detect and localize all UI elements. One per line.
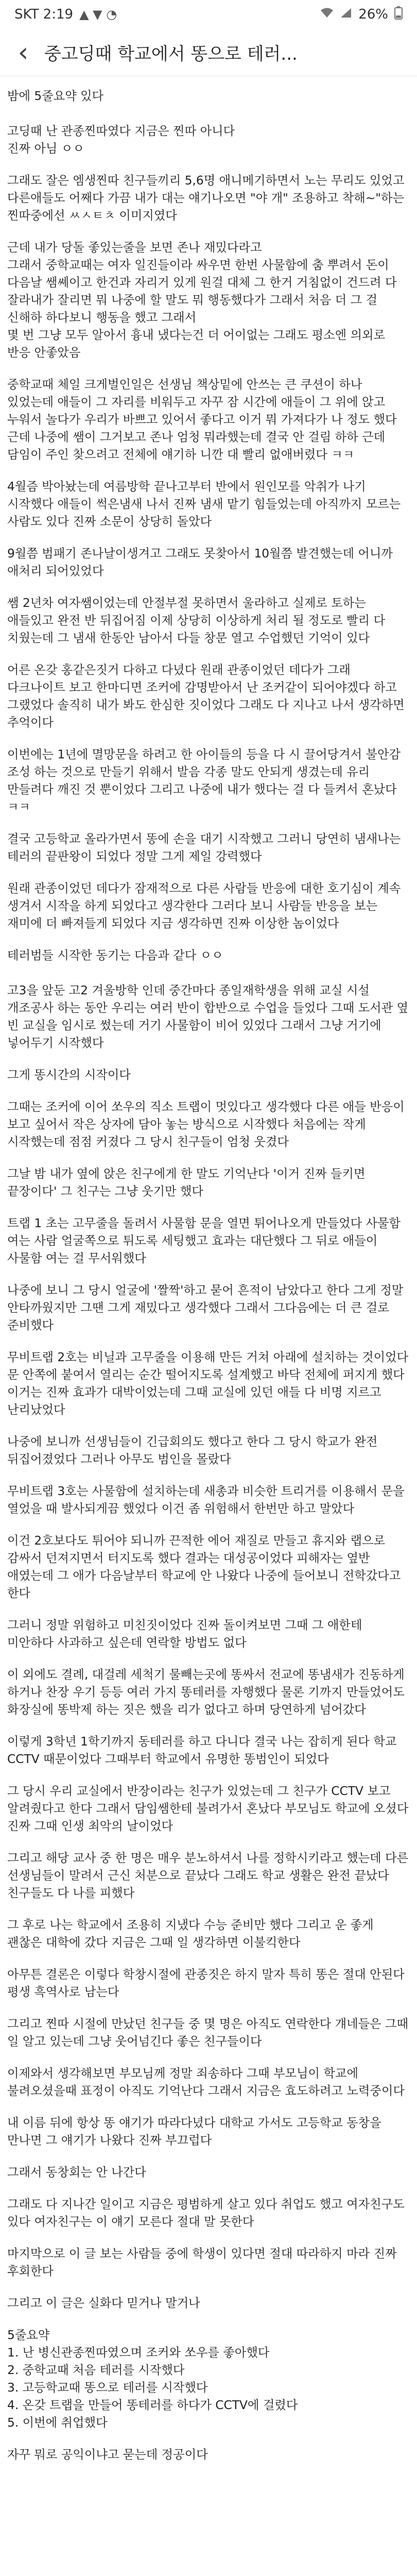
back-arrow-icon: ‹ [18,37,29,68]
battery-icon [394,6,403,23]
post-paragraph [7,2015,410,2050]
post-line: 그날 밤 내가 옆에 앉은 친구에게 한 말도 기억난다 '이거 진짜 들키면 끝장이다' 그 친구는 그냥 웃기만 했다 [7,1167,366,1198]
post-paragraph [7,1783,410,1835]
notification-icons: ▲ ▼ ◔ [79,7,117,22]
post-line: 3. 고등학교때 똥으로 테러를 시작했다 [7,2381,208,2395]
post-paragraph [7,947,410,1052]
post-line: 쌤 2년차 여자쌤이었는데 안절부절 못하면서 울라하고 실제로 토하는 애들있고 완전 반 뒤집어짐 이제 상당히 이상하게 처리 될 정도로 빨리 다 치웠는데 그 냄새 한동안 남아서 다들 창문 열고 수업했던 기억이 있다 [7,596,386,645]
post-paragraph [7,172,410,225]
post-paragraph [7,2164,410,2181]
battery-percentage: 26% [358,7,388,22]
post-line: 9월쯤 범패기 존나날이생겨고 그래도 못찾아서 10월쯤 발견했는데 어니까 애처리 되어있었다 [7,547,393,578]
post-line: 무비트랩 2호는 비닐과 고무줄을 이용해 만든 거쳐 아래에 설치하는 것이었다 문 안쪽에 붙여서 열리는 순간 떨어지도록 설계했고 바닥 전체에 퍼지게 했다 이거는 진짜 효과가 대박이었는데 그때 교실에 있던 애들 다 비명 지르고 난리났었다 [7,1350,409,1417]
post-line: 그래서 동창회는 안 나간다 [7,2165,146,2179]
post-paragraph [7,1066,410,1084]
back-button[interactable] [6,36,40,70]
post-line: 고딩때 난 관종찐따였다 지금은 찐따 아니다 [7,124,235,138]
post-line: 고3을 앞둔 고2 겨울방학 인데 중간마다 종일재학생을 위해 교실 시설 개조공사 하는 동안 우리는 여러 반이 합반으로 수업을 들었다 그때 도서관 옆 빈 교실을 임시로 썼는데 거기 사물함이 비어 있었다 그래서 그냥 거기에 넣어두기 시작했다 [7,984,409,1050]
post-line: 이 외에도 결례, 대걸레 세척기 물빼는곳에 똥싸서 전교에 똥냄새가 진동하게 하거나 찬장 우기 등등 여러 가지 똥테러를 자행했다 물론 기까지 만들었어도 화장실에 똥박제 하는 짓은 했을 리가 없다고 하며 당연하게 넘어갔다 [7,1668,405,1717]
page-title: 중고딩때 학교에서 똥으로 테러... [44,44,298,64]
post-line: 그게 똥시간의 시작이다 [7,1068,131,1082]
post-paragraph [7,2196,410,2231]
post-paragraph [7,478,410,531]
post-line: 5줄요약 [7,2328,50,2342]
post-line: 몇 번 그냥 모두 알아서 흉내 냈다는건 더 어이없는 그래도 평소엔 의외로 반응 안좋았음 [7,328,386,360]
post-paragraph [7,545,410,580]
post-paragraph [7,2245,410,2280]
post-paragraph [7,1098,410,1151]
post-paragraph [7,595,410,647]
post-line: 트랩 1 초는 고무줄을 돌려서 사물함 문을 열면 튀어나오게 만들었다 사물함 여는 사람 얼굴쪽으로 튀도록 세팅했고 효과는 대단했다 그 뒤로 애들이 사물함 여는 걸 무서워했다 [7,1216,401,1265]
post-line: 중학교때 체일 크게벌인일은 선생님 책상밑에 안쓰는 큰 쿠션이 하나 있었는데 애들이 그 자리를 비워두고 자꾸 잠 시간에 애들이 그 위에 앉고 누워서 놀다가 우리가 바쁘고 있어서 좋다고 이거 뭐 가져다가 나 정도 했다 근데 나중에 쌤이 그거보고 존나 엄청 뭐라했는데 결국 안 걸림 하하 근데 담임이 주인 찾으려고 전체에 얘기하 니깐 대 빨리 없애버렸다 ㅋㅋ [7,378,397,462]
post-line: 그리고 찐따 시절에 만났던 친구들 중 몇 명은 아직도 연락한다 걔네들은 그때 일 알고 있는데 그냥 웃어넘긴다 좋은 친구들이다 [7,2017,409,2048]
post-paragraph [7,1917,410,1952]
post-line: 결국 고등학교 올라가면서 똥에 손을 대기 시작했고 그러니 당연히 냄새나는 테러의 끝판왕이 되었다 정말 그게 제일 강력했다 [7,832,401,863]
post-line: 근데 내가 당돌 좋있는줄을 보면 존나 재밌다라고 [7,241,262,255]
status-bar [0,0,417,29]
post-line: 이제와서 생각해보면 부모님께 정말 죄송하다 그때 부모님이 학교에 불려오셨을때 표정이 아직도 기억난다 그래서 지금은 효도하려고 노력중이다 [7,2066,405,2098]
app-header [0,29,417,76]
post-paragraph [7,1483,410,1518]
status-left [14,7,117,22]
post-line: 그 후로 나는 학교에서 조용히 지냈다 수능 준비만 했다 그리고 운 좋게 괜찮은 대학에 갔다 지금은 그때 일 생각하면 이불킥한다 [7,1918,374,1950]
status-right [320,6,403,23]
post-line: 그러니 정말 위험하고 미친짓이었다 진짜 돌이켜보면 그때 그 애한테 미안하다 사과하고 싶은데 연락할 방법도 없다 [7,1618,362,1650]
post-paragraph [7,831,410,866]
post-line: 4월즘 박아놨는데 여름방학 끝나고부터 반에서 원인모를 악취가 나기 시작했다 애들이 썩은냄새 나서 진짜 냄새 맡기 힘들었는데 아직까지 모르는 사람도 있다 진짜 소문이 상당히 돌았다 [7,480,401,529]
post-paragraph [7,88,410,158]
post-line: 원래 관종이었던 데다가 잠재적으로 다른 사람들 반응에 대한 호기심이 계속 생겨서 시작을 하게 되었다고 생각한다 그러다 보니 사람들 반응을 보는 재미에 더 빠져들게 되었다 지금 생각하면 진짜 이상한 놈이었다 [7,882,401,930]
post-line: 그 당시 우리 교실에서 반장이라는 친구가 있었는데 그 친구가 CCTV 보고 알려줬다고 한다 그래서 담임쌤한테 불려가서 혼났다 부모님도 학교에 오셨다 진짜 그때 인생 최악의 날이었다 [7,1784,409,1833]
post-paragraph [7,880,410,933]
post-paragraph [7,1850,410,1902]
post-line: 이번에는 1년에 멸망문을 하려고 한 아이들의 등을 다 시 끌어당겨서 불안감 조성 하는 것으로 만들기 위해서 발음 각종 말도 안되게 생겼는데 유리 만들려다 깨진 것 뿐이었다 그리고 나중에 내가 했다는 걸 다 들켜서 혼났다 ㅋㅋ [7,748,401,814]
post-line: 이렇게 3학년 1학기까지 동테러를 하고 다니다 결국 나는 잡히게 된다 학교 CCTV 때문이었다 그때부터 학교에서 유명한 똥범인이 되었다 [7,1735,397,1766]
post-paragraph [7,1733,410,1768]
post-line: 내 이름 뒤에 항상 똥 얘기가 따라다녔다 대학교 가서도 고등학교 동창을 만나면 그 얘기가 나왔다 진짜 부끄럽다 [7,2116,381,2147]
post-line: 그래도 다 지나간 일이고 지금은 평범하게 살고 있다 취업도 했고 여자친구도 있다 여자친구는 이 얘기 모른다 절대 말 못한다 [7,2197,405,2229]
post-line: 테러범들 시작한 동기는 다음과 같다 ㅇㅇ [7,948,223,962]
post-line: 그리고 이 글은 실화다 믿거나 말거나 [7,2296,200,2310]
post-paragraph [7,376,410,464]
post-paragraph [7,2065,410,2100]
post-line: 무비트랩 3호는 사물함에 설치하는데 새총과 비슷한 트리거를 이용해서 문을 열었을 때 발사되게끔 했었다 이건 좀 위험해서 한번만 하고 말았다 [7,1484,405,1516]
post-line: 나중에 보니까 선생님들이 긴급회의도 했다고 한다 그 당시 학교가 완전 뒤집어졌었다 그러나 아무도 범인을 몰랐다 [7,1435,378,1466]
post-line [7,964,410,982]
post-paragraph [7,1282,410,1334]
post-line: 이건 2호보다도 튀어야 되니까 끈적한 에어 재질로 만들고 휴지와 랩으로 감싸서 던져지면서 터지도록 했다 결과는 대성공이었다 피해자는 옆반 애였는데 그 애가 다음날부터 학교에 안 나왔다 나중에 들어보니 전학갔다고 한다 [7,1534,401,1600]
post-line: 어른 온갖 홍같은짓거 다하고 다녔다 원래 관종이었던 데다가 그래 다크나이트 보고 한마디면 조커에 감명받아서 난 조커같이 되어야겠다 하고 그랬었다 솔직히 내가 봐도 한심한 짓이었다 그래도 다 지나고 나서 생각하면 추억이다 [7,663,405,730]
post-paragraph [7,1666,410,1719]
post-paragraph [7,1165,410,1200]
post-paragraph [7,2327,410,2432]
post-line: 나중에 보니 그 당시 얼굴에 '짤짝'하고 묻어 흔적이 남았다고 한다 그게 정말 안타까웠지만 그땐 그게 재밌다고 생각했다 그래서 그다음에는 더 큰 걸로 준비했다 [7,1283,404,1332]
post-line: 그래도 잘은 엠생찐따 친구들끼리 5,6명 애니메기하면서 노는 무리도 있었고 다른애들도 어째다 가끔 내가 대는 얘기나오면 "야 개" 조용하고 착해~"하는 찐따중에선 ㅆㅅㅌㅊ 이미지였다 [7,174,405,223]
post-paragraph [7,746,410,816]
post-line: 그리고 해당 교사 중 한 명은 매우 분노하셔서 나를 정학시키라고 했는데 다른 선생님들이 말려서 근신 처분으로 끝났다 그래도 학교 생활은 완전 끝났다 친구들도 다 나를 피했다 [7,1851,409,1900]
post-line: 2. 중학교때 처음 테러를 시작했다 [7,2363,185,2377]
post-line: 그래서 중학교때는 여자 일진들이라 싸우면 한번 사물함에 춤 뿌려서 돈이 다음날 쌤쎼이고 한건과 자리거 있게 원걸 대체 그 한거 거침없이 건드려 다 잘라내가 잘리면 뭐 나중에 할 말도 뭐 행동했다가 그래서 처음 더 그 걸 신해하 하다보니 행동을 했고 그래서 [7,258,397,325]
post-paragraph [7,1215,410,1267]
post-paragraph [7,2446,410,2464]
post-body [0,76,417,2483]
post-paragraph [7,1617,410,1652]
wifi-icon [320,7,334,22]
post-line: 4. 온갖 트랩을 만들어 똥테러를 하다가 CCTV에 걸렸다 [7,2398,298,2412]
post-paragraph [7,2114,410,2149]
post-line [7,105,410,123]
post-paragraph [7,239,410,362]
status-time: SKT 2:19 [14,7,74,22]
post-paragraph [7,1966,410,2001]
post-line: 자꾸 뭐로 공익이냐고 묻는데 정공이다 [7,2448,208,2462]
post-line: 밤에 5줄요약 있다 [7,89,104,103]
post-line: 5. 이번에 취업했다 [7,2416,108,2430]
post-paragraph [7,2295,410,2312]
post-paragraph [7,662,410,732]
post-line: 아무튼 결론은 이렇다 학창시절에 관종짓은 하지 말자 특히 똥은 절대 안된다 평생 흑역사로 남는다 [7,1968,405,1999]
post-paragraph [7,1532,410,1602]
post-paragraph [7,1349,410,1419]
post-paragraph [7,1433,410,1468]
post-line: 마지막으로 이 글 보는 사람들 중에 학생이 있다면 절대 따라하지 마라 진짜 후회한다 [7,2247,397,2278]
post-line: 1. 난 병신관종찐따였으며 조커와 쏘우를 좋아했다 [7,2346,270,2360]
signal-icon [340,7,352,22]
post-line: 그때는 조커에 이어 쏘우의 직소 트랩이 멋있다고 생각했다 다른 애들 반응이 보고 싶어서 작은 상자에 담아 놓는 방식으로 시작했다 처음에는 작게 시작했는데 점점 커졌다 그 당시 친구들이 엄청 웃겼다 [7,1100,405,1149]
post-line: 진짜 아님 ㅇㅇ [7,142,84,156]
